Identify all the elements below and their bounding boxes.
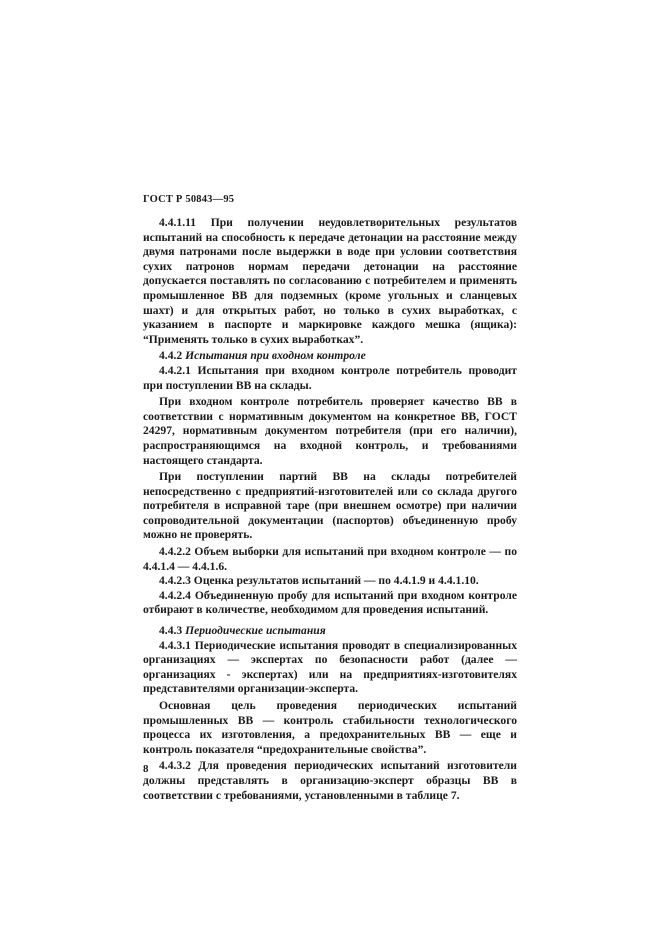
paragraph-input-control <box>143 395 517 468</box>
clause-number: 4.4.2 <box>159 349 183 363</box>
clause-number: 4.4.3.1 <box>159 638 191 652</box>
section-heading-4-4-2 <box>143 349 517 364</box>
paragraph-4-4-1-11 <box>143 216 517 347</box>
clause-number: 4.4.2.1 <box>159 363 191 377</box>
clause-number: 4.4.3.2 <box>159 759 191 773</box>
section-title: Испытания при входном контроле <box>185 349 366 363</box>
section-heading-4-4-3 <box>143 624 517 639</box>
paragraph-4-4-2-2 <box>143 545 517 574</box>
paragraph-text: Оценка результатов испытаний — по 4.4.1.9 и 4.4.1.10. <box>193 574 479 588</box>
paragraph-4-4-2-3 <box>143 574 517 589</box>
paragraph-4-4-2-1 <box>143 364 517 393</box>
paragraph-text: Периодические испытания проводят в специализированных организациях — экспертах по безопасности работ (далее — организациях - экспертах) или на предприятиях-изготовителях представителями организации-эксперта. <box>143 638 518 696</box>
paragraph-text: При входном контроле потребитель проверяет качество ВВ в соответствии с нормативным документом на конкретное ВВ, ГОСТ 24297, нормативным документом потребителя (при его наличии), распространяющимся на входной контроль, и требованиями настоящего стандарта. <box>143 395 517 467</box>
paragraph-4-4-3-2 <box>143 759 517 803</box>
paragraph-4-4-2-4 <box>143 589 517 618</box>
paragraph-text: Объединенную пробу для испытаний при входном контроле отбирают в количестве, необходимом для проведения испытаний. <box>143 588 517 617</box>
clause-number: 4.4.3 <box>159 624 183 638</box>
paragraph-text: Основная цель проведения периодических испытаний промышленных ВВ — контроль стабильности технологического процесса их изготовления, а предохранительных ВВ — еще и контроль показателя “предохранительные свойства”. <box>143 699 517 756</box>
paragraph-main-purpose <box>143 699 517 757</box>
clause-number: 4.4.2.2 <box>159 545 191 559</box>
section-title: Периодические испытания <box>185 624 326 638</box>
document-body <box>143 216 517 803</box>
page-number: 8 <box>143 763 149 775</box>
paragraph-text: Объем выборки для испытаний при входном контроле — по 4.4.1.4 — 4.4.1.6. <box>143 545 517 573</box>
paragraph-text: Для проведения периодических испытаний изготовители должны представлять в организацию-эксперт образцы ВВ в соответствии с требованиями, установленными в таблице 7. <box>143 759 517 802</box>
clause-number: 4.4.1.11 <box>159 216 197 229</box>
paragraph-batches <box>143 470 517 543</box>
document-header: ГОСТ Р 50843—95 <box>143 194 235 205</box>
clause-number: 4.4.2.3 <box>159 574 191 588</box>
clause-number: 4.4.2.4 <box>159 588 191 602</box>
paragraph-4-4-3-1 <box>143 639 517 697</box>
paragraph-text: Испытания при входном контроле потребитель проводит при поступлении ВВ на склады. <box>143 363 517 392</box>
paragraph-text: При получении неудовлетворительных результатов испытаний на способность к передаче детонации на расстояние между двумя патронами после выдержки в воде при условии соответствия сухих патронов нормам передачи детонации на расстояние допускается поставлять по согласованию с потребителем и применять промышленное ВВ для подземных (кроме угольных и сланцевых шахт) и для открытых работ, но только в сухих выработках, с указанием в паспорте и маркировке каждого мешка (ящика): “Применять только в сухих выработках”. <box>143 216 517 346</box>
paragraph-text: При поступлении партий ВВ на склады потребителей непосредственно с предприятий-изготовителей или со склада другого потребителя в исправной таре (при внешнем осмотре) при наличии сопроводительной документации (паспортов) объединенную пробу можно не проверять. <box>143 470 517 542</box>
